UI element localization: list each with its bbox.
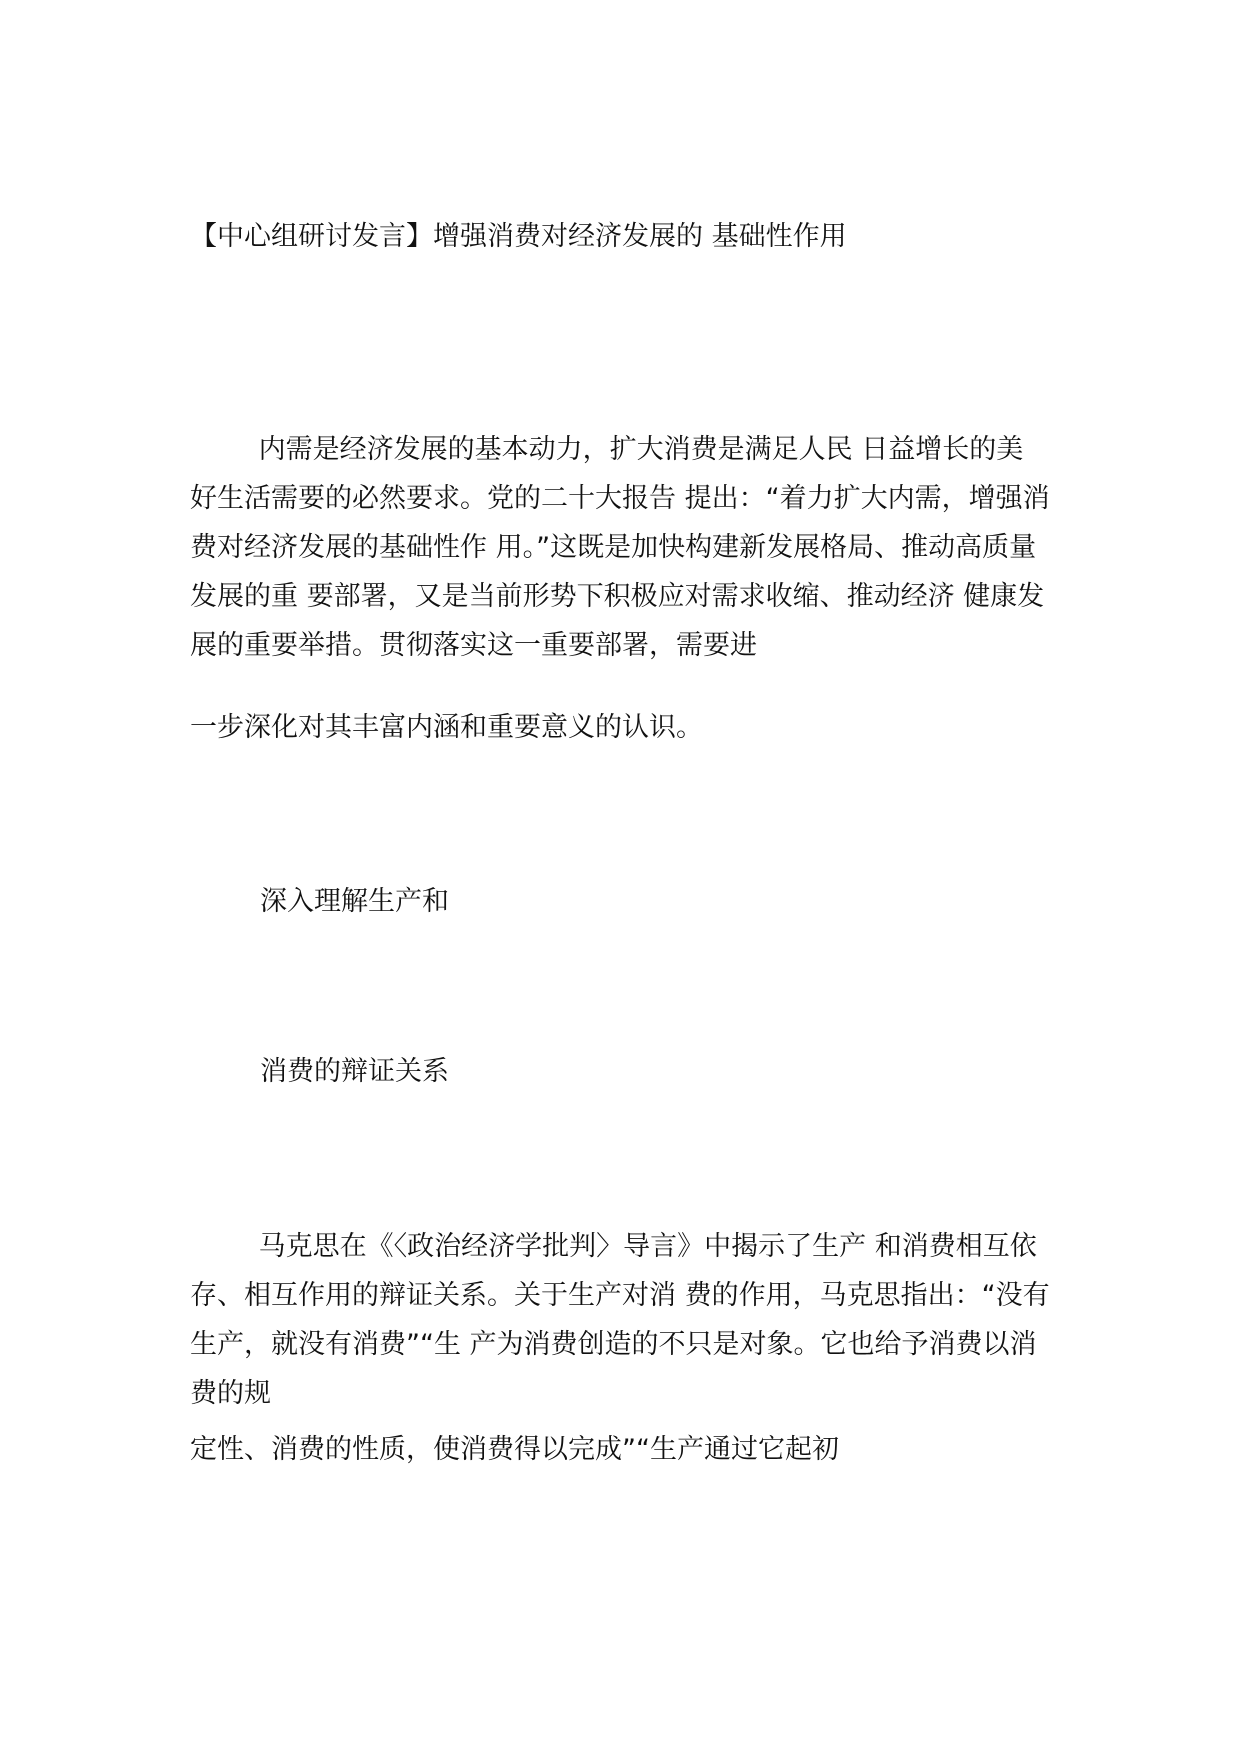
paragraph-intro: 内需是经济发展的基本动力，扩大消费是满足人民 日益增长的美好生活需要的必然要求。党的二十大报告 提出：“着力扩大内需，增强消费对经济发展的基础性作 用。”这既是加快构建新发展格局、推动高质量发展的重 要部署，又是当前形势下积极应对需求收缩、推动经济 健康发展的重要举措。贯彻落实这一重要部署，需要进: [190, 434, 1050, 661]
section-heading-line-2: 消费的辩证关系: [260, 1056, 449, 1087]
paragraph-marx-continued: 定性、消费的性质，使消费得以完成”“生产通过它起初: [190, 1434, 839, 1465]
document-title: 【中心组研讨发言】增强消费对经济发展的 基础性作用: [190, 221, 847, 252]
paragraph-intro-continued: 一步深化对其丰富内涵和重要意义的认识。: [190, 712, 703, 743]
section-heading-line-1: 深入理解生产和: [260, 886, 449, 917]
paragraph-marx: 马克思在《〈政治经济学批判〉导言》中揭示了生产 和消费相互依存、相互作用的辩证关系。关于生产对消 费的作用，马克思指出：“没有生产，就没有消费”“生 产为消费创造的不只是对象。它也给予消费以消费的规: [190, 1231, 1050, 1409]
